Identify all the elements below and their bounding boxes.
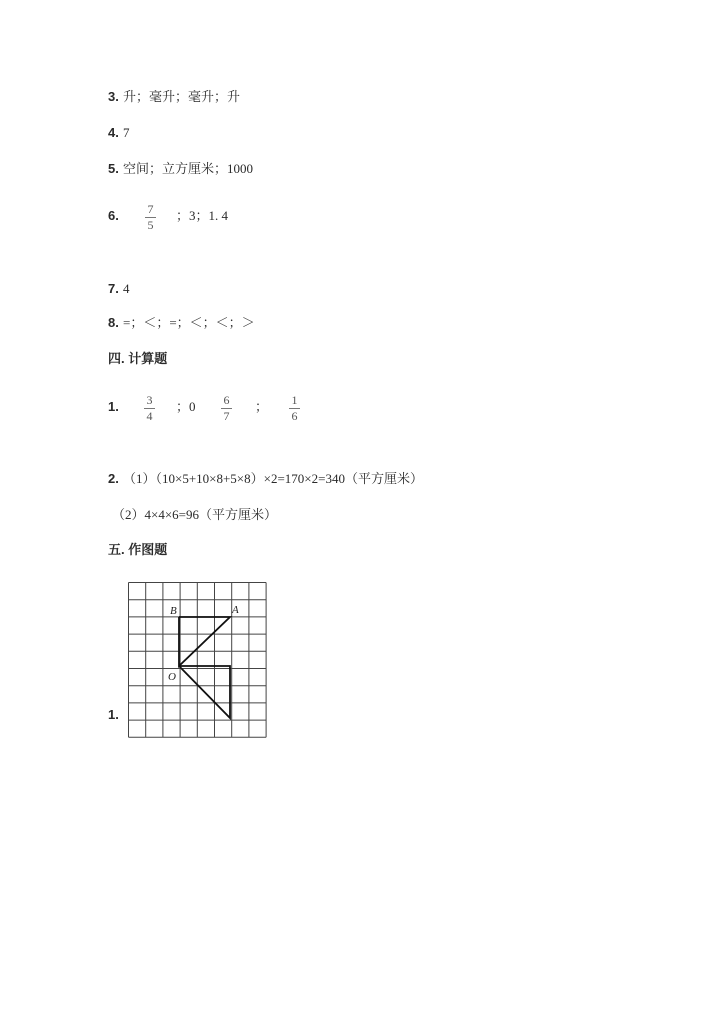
answer-8	[108, 314, 255, 333]
answer-5-text: 空间；立方厘米；1000	[122, 161, 253, 176]
fraction-numerator: 6	[223, 393, 230, 407]
fraction-numerator: 7	[147, 202, 154, 216]
fraction-denominator: 4	[146, 409, 153, 423]
calc-1-separator-1: ；0	[176, 399, 196, 414]
answer-4	[108, 124, 129, 143]
fraction-denominator: 5	[147, 218, 154, 232]
calc-1-fraction-1	[144, 394, 155, 423]
calc-1-number: 1.	[108, 399, 119, 414]
answer-7	[108, 280, 129, 299]
answer-3	[108, 88, 240, 107]
answer-4-number: 4.	[108, 125, 119, 140]
point-label-b: B	[170, 605, 177, 617]
answer-5	[108, 160, 253, 179]
calc-2-text-1: （1）（10×5+10×8+5×8）×2=170×2=340（平方厘米）	[122, 471, 423, 486]
calc-1-separator-2: ；	[255, 399, 269, 414]
point-label-o: O	[168, 671, 176, 683]
calc-1-fraction-3	[289, 394, 300, 423]
answer-3-text: 升；毫升；毫升；升	[122, 89, 240, 104]
fraction-denominator: 6	[291, 409, 298, 423]
answer-8-number: 8.	[108, 315, 119, 330]
calc-1-fraction-2	[221, 394, 232, 423]
section-5-title: 五. 作图题	[108, 542, 168, 557]
fraction-numerator: 3	[146, 393, 153, 407]
drawing-1-number: 1.	[108, 707, 119, 722]
point-label-a: A	[232, 604, 239, 616]
answer-6-number: 6.	[108, 208, 119, 223]
grid-drawing	[128, 582, 268, 740]
section-4-title: 四. 计算题	[108, 351, 168, 366]
answer-3-number: 3.	[108, 89, 119, 104]
shape-upper	[179, 617, 230, 666]
shape-lower	[179, 666, 230, 718]
answer-8-text: =；＜；=；＜；＜；＞	[122, 315, 255, 330]
answer-6-fraction	[145, 203, 156, 232]
answer-7-number: 7.	[108, 281, 119, 296]
calc-answer-2-line-2: （2）4×4×6=96（平方厘米）	[112, 507, 277, 522]
answer-5-number: 5.	[108, 161, 119, 176]
fraction-denominator: 7	[223, 409, 230, 423]
answer-6-rest: ；3；1. 4	[176, 208, 229, 223]
answer-7-text: 4	[122, 281, 130, 296]
calc-answer-2-line-1	[108, 470, 423, 489]
calc-2-number: 2.	[108, 471, 119, 486]
drawing-figure	[128, 582, 268, 744]
answer-4-text: 7	[122, 125, 130, 140]
fraction-numerator: 1	[291, 393, 298, 407]
